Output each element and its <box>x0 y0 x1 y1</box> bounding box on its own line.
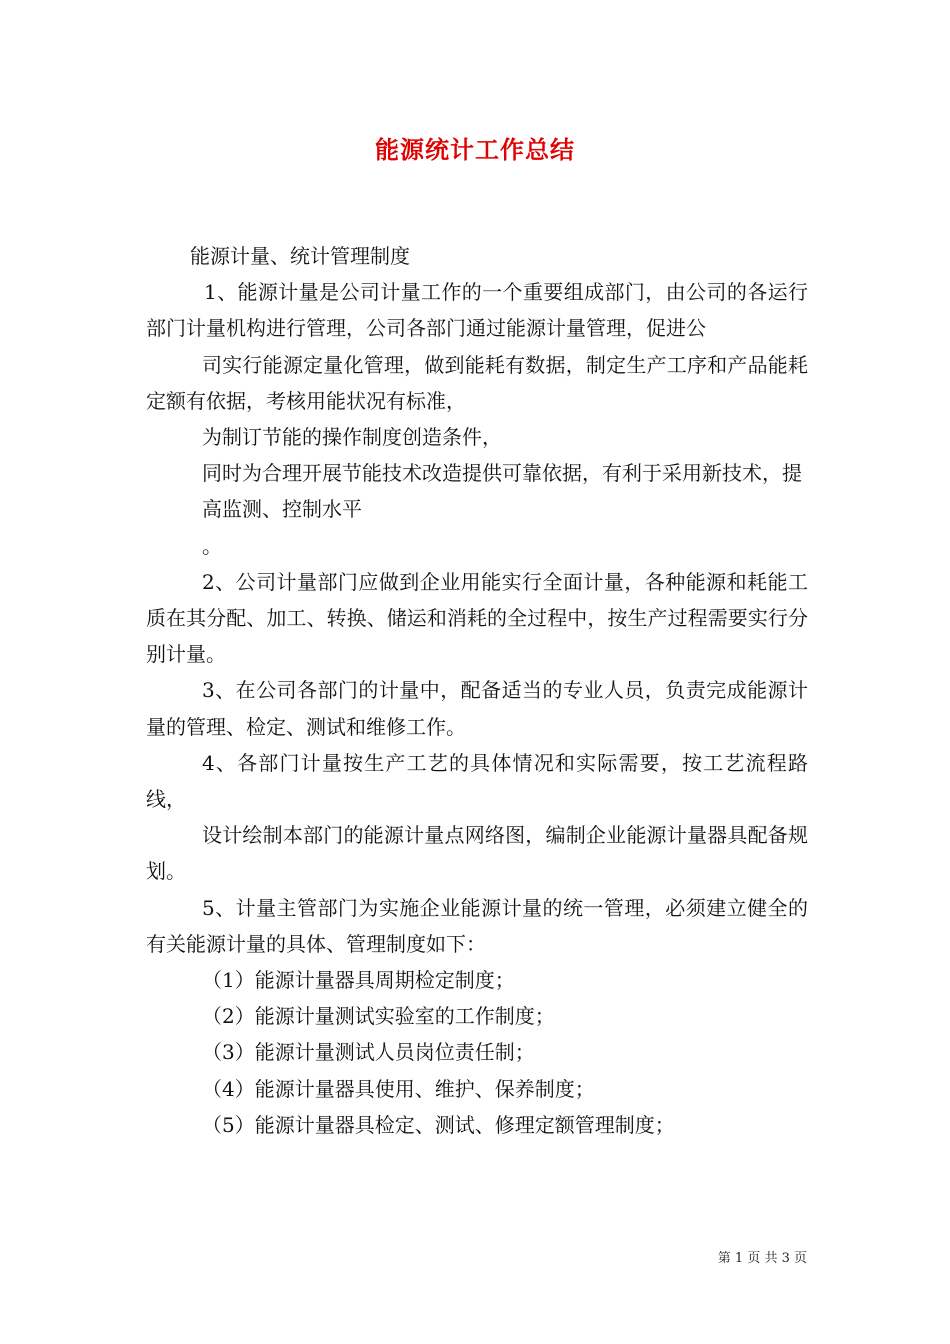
list-item: （3）能源计量测试人员岗位责任制； <box>202 1040 535 1065</box>
document-title: 能源统计工作总结 <box>375 135 575 164</box>
paragraph-period: 。 <box>202 533 222 558</box>
paragraph-continuation: 设计绘制本部门的能源计量点网络图，编制企业能源计量器具配备规划。 <box>146 823 808 884</box>
list-item: （5）能源计量器具检定、测试、修理定额管理制度； <box>202 1112 675 1137</box>
paragraph-continuation: 同时为合理开展节能技术改造提供可靠依据，有利于采用新技术，提 <box>202 461 802 486</box>
paragraph-item-2: 2、公司计量部门应做到企业用能实行全面计量，各种能源和耗能工质在其分配、加工、转换、储运和消耗的全过程中，按生产过程需要实行分别计量。 <box>146 569 808 667</box>
paragraph-item-4: 4、各部门计量按生产工艺的具体情况和实际需要，按工艺流程路线， <box>146 750 808 812</box>
paragraph-continuation: 高监测、控制水平 <box>202 497 362 522</box>
paragraph-continuation: 为制订节能的操作制度创造条件， <box>202 425 502 450</box>
paragraph-item-5: 5、计量主管部门为实施企业能源计量的统一管理，必须建立健全的有关能源计量的具体、管理制度如下： <box>146 895 808 956</box>
section-heading: 能源计量、统计管理制度 <box>190 244 410 268</box>
paragraph-item-1: 1、能源计量是公司计量工作的一个重要组成部门，由公司的各运行部门计量机构进行管理，公司各部门通过能源计量管理，促进公 <box>146 280 808 341</box>
document-body <box>146 238 808 1143</box>
page-number-footer: 第 1 页 共 3 页 <box>717 1251 807 1266</box>
paragraph-item-3: 3、在公司各部门的计量中，配备适当的专业人员，负责完成能源计量的管理、检定、测试和维修工作。 <box>146 678 808 739</box>
list-item: （1）能源计量器具周期检定制度； <box>202 968 515 993</box>
list-item: （4）能源计量器具使用、维护、保养制度； <box>202 1076 595 1101</box>
paragraph-continuation: 司实行能源定量化管理，做到能耗有数据，制定生产工序和产品能耗定额有依据，考核用能状况有标准， <box>146 352 808 413</box>
list-item: （2）能源计量测试实验室的工作制度； <box>202 1004 555 1029</box>
